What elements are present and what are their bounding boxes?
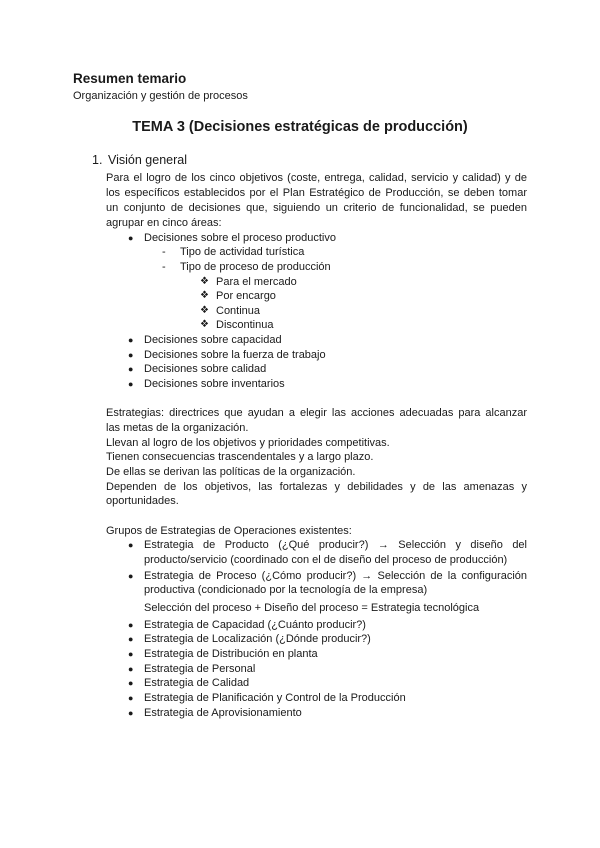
diamond-bullet-icon: ❖	[200, 290, 209, 301]
list-item: Decisiones sobre la fuerza de trabajo	[144, 349, 326, 361]
bullet-icon: ●	[128, 335, 134, 345]
list-item: Estrategia de Producto (¿Qué producir?) → Selección y diseño del	[144, 539, 527, 551]
list-item: Decisiones sobre el proceso productivo	[144, 232, 336, 244]
diamond-bullet-icon: ❖	[200, 305, 209, 316]
dash-icon: -	[162, 246, 166, 258]
intro-line: los específicos establecidos por el Plan Estratégico de Producción, se deben tomar	[106, 187, 527, 199]
list-item: Para el mercado	[216, 276, 297, 288]
bullet-icon: ●	[128, 350, 134, 360]
list-item: Por encargo	[216, 290, 276, 302]
list-item: Decisiones sobre capacidad	[144, 334, 282, 346]
bullet-icon: ●	[128, 678, 134, 688]
section-title: Visión general	[108, 153, 187, 167]
bullet-icon: ●	[128, 693, 134, 703]
section-number: 1.	[92, 153, 103, 167]
header-subtitle: Organización y gestión de procesos	[73, 90, 248, 102]
diamond-bullet-icon: ❖	[200, 276, 209, 287]
groups-intro: Grupos de Estrategias de Operaciones existentes:	[106, 525, 352, 537]
bullet-icon: ●	[128, 620, 134, 630]
list-item: Decisiones sobre inventarios	[144, 378, 285, 390]
bullet-icon: ●	[128, 364, 134, 374]
intro-line: Para el logro de los cinco objetivos (coste, entrega, calidad, servicio y calidad) y de	[106, 172, 527, 184]
intro-line: un conjunto de decisiones que, siguiendo un criterio de funcionalidad, se pueden	[106, 202, 527, 214]
list-item: Tipo de actividad turística	[180, 246, 305, 258]
list-item: Tipo de proceso de producción	[180, 261, 331, 273]
bullet-icon: ●	[128, 379, 134, 389]
list-item: Estrategia de Localización (¿Dónde producir?)	[144, 633, 371, 645]
list-item: Discontinua	[216, 319, 274, 331]
bullet-icon: ●	[128, 634, 134, 644]
bullet-icon: ●	[128, 708, 134, 718]
list-item: Estrategia de Capacidad (¿Cuánto producir?)	[144, 619, 366, 631]
strategies-line: las metas de la organización.	[106, 422, 249, 434]
bullet-icon: ●	[128, 540, 134, 550]
list-item-note: Selección del proceso + Diseño del proceso = Estrategia tecnológica	[144, 602, 480, 614]
list-item: Estrategia de Calidad	[144, 677, 250, 689]
list-item: Estrategia de Distribución en planta	[144, 648, 318, 660]
diamond-bullet-icon: ❖	[200, 319, 209, 330]
list-item: Estrategia de Aprovisionamiento	[144, 707, 302, 719]
list-item: Estrategia de Personal	[144, 663, 256, 675]
strategies-line: Estrategias: directrices que ayudan a elegir las acciones adecuadas para alcanzar	[106, 407, 527, 419]
bullet-icon: ●	[128, 571, 134, 581]
strategies-line: oportunidades.	[106, 495, 179, 507]
strategies-line: Tienen consecuencias trascendentales y a largo plazo.	[106, 451, 374, 463]
list-item: Continua	[216, 305, 261, 317]
bullet-icon: ●	[128, 664, 134, 674]
dash-icon: -	[162, 261, 166, 273]
intro-line: agrupar en cinco áreas:	[106, 217, 222, 229]
bullet-icon: ●	[128, 233, 134, 243]
bullet-icon: ●	[128, 649, 134, 659]
list-item: Estrategia de Planificación y Control de la Producción	[144, 692, 406, 704]
list-item-continuation: productiva (condicionado por la tecnología de la empresa)	[144, 584, 428, 596]
list-item: Estrategia de Proceso (¿Cómo producir?) → Selección de la configuración	[144, 570, 527, 582]
strategies-line: De ellas se derivan las políticas de la organización.	[106, 466, 356, 478]
header-title: Resumen temario	[73, 71, 187, 86]
list-item: Decisiones sobre calidad	[144, 363, 267, 375]
strategies-line: Llevan al logro de los objetivos y prioridades competitivas.	[106, 437, 390, 449]
document-title: TEMA 3 (Decisiones estratégicas de producción)	[132, 119, 468, 135]
strategies-line: Dependen de los objetivos, las fortalezas y debilidades y de las amenazas y	[106, 481, 527, 493]
list-item-continuation: producto/servicio (coordinado con el de diseño del proceso de producción)	[144, 554, 508, 566]
